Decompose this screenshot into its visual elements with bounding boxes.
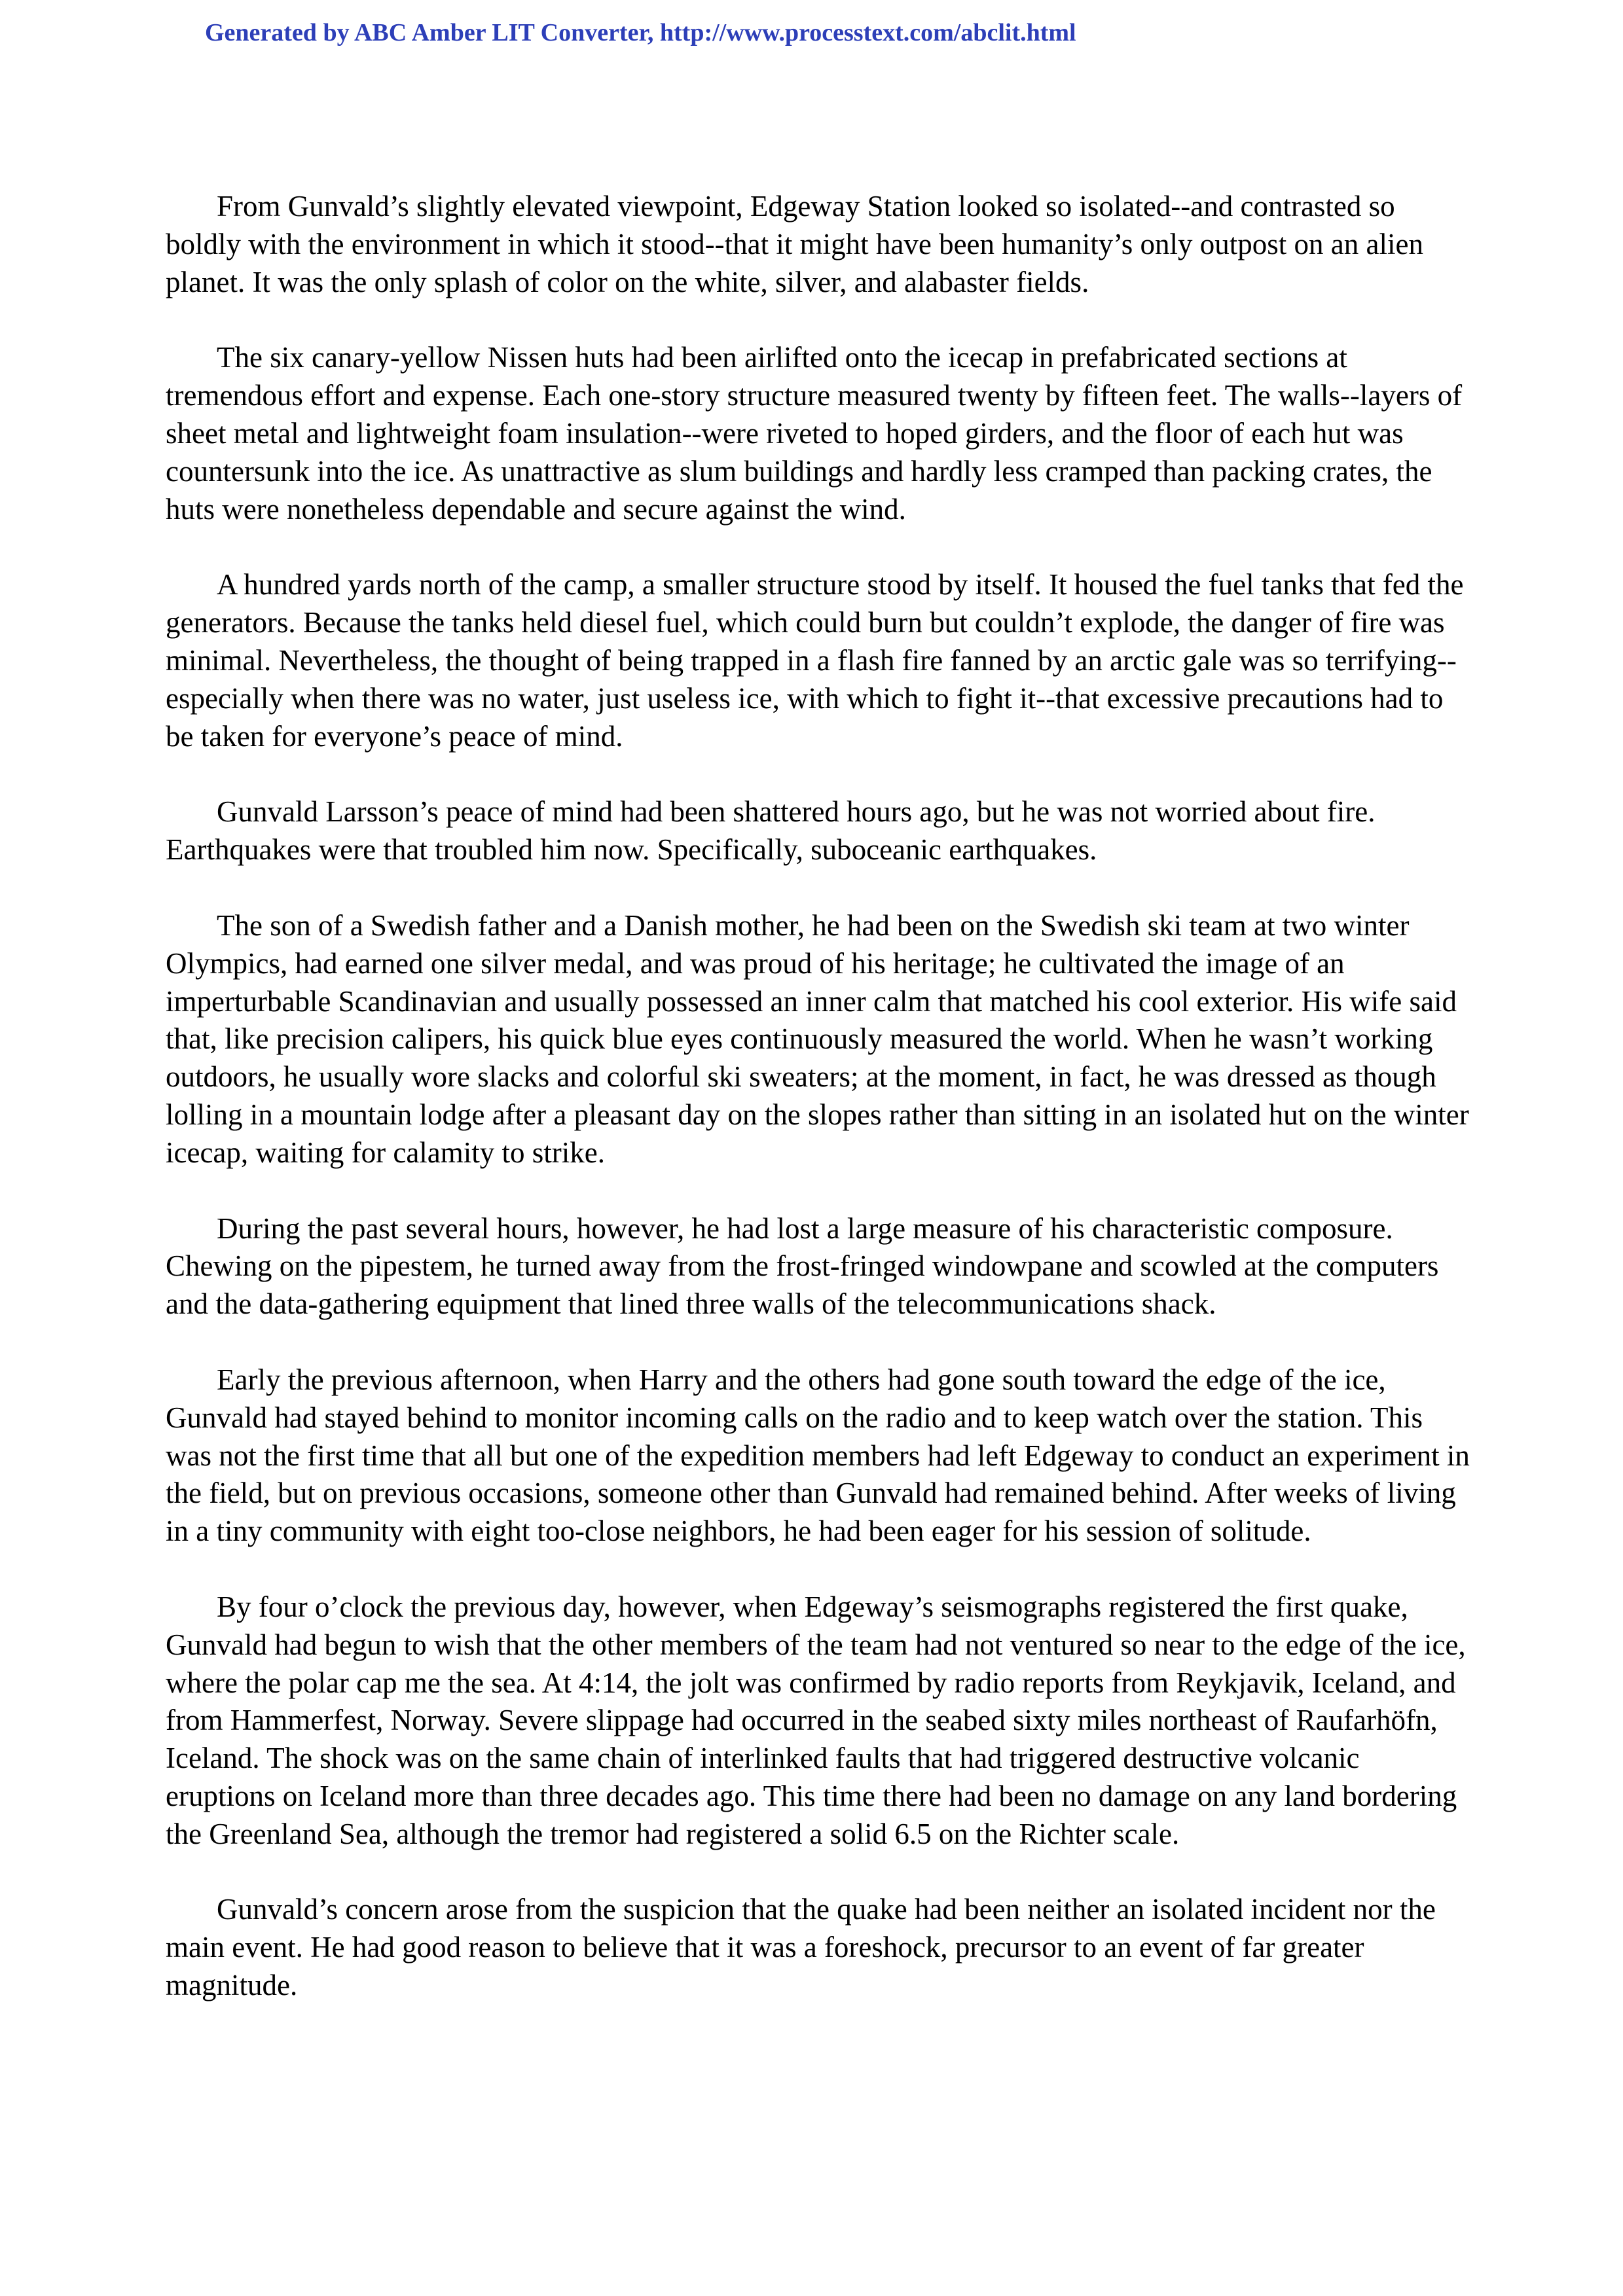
paragraph: Gunvald’s concern arose from the suspicion that the quake had been neither an isolated incident nor the main event. He had good reason to believe that it was a foreshock, precursor to an event of far greater magnitude. xyxy=(166,1893,1436,2002)
converter-header: Generated by ABC Amber LIT Converter, http://www.processtext.com/abclit.html xyxy=(205,19,1076,46)
paragraph: A hundred yards north of the camp, a smaller structure stood by itself. It housed the fuel tanks that fed the generators. Because the tanks held diesel fuel, which could burn but couldn’t explode, the danger of fire was minimal. Nevertheless, the thought of being trapped in a flash fire fanned by an arctic gale was so terrifying--especially when there was no water, just useless ice, with which to fight it--that excessive precautions had to be taken for everyone’s peace of mind. xyxy=(166,568,1464,753)
document-body xyxy=(166,188,1475,2005)
paragraph: Early the previous afternoon, when Harry and the others had gone south toward the edge of the ice, Gunvald had stayed behind to monitor incoming calls on the radio and to keep watch over the station. This was not the first time that all but one of the expedition members had left Edgeway to conduct an experiment in the field, but on previous occasions, someone other than Gunvald had remained behind. After weeks of living in a tiny community with eight too-close neighbors, he had been eager for his session of solitude. xyxy=(166,1363,1470,1548)
paragraph: By four o’clock the previous day, however, when Edgeway’s seismographs registered the first quake, Gunvald had begun to wish that the other members of the team had not ventured so near to the edge of the ice, where the polar cap me the sea. At 4:14, the jolt was confirmed by radio reports from Reykjavik, Iceland, and from Hammerfest, Norway. Severe slippage had occurred in the seabed sixty miles northeast of Raufarhöfn, Iceland. The shock was on the same chain of interlinked faults that had triggered destructive volcanic eruptions on Iceland more than three decades ago. This time there had been no damage on any land bordering the Greenland Sea, although the tremor had registered a solid 6.5 on the Richter scale. xyxy=(166,1590,1466,1850)
paragraph: From Gunvald’s slightly elevated viewpoint, Edgeway Station looked so isolated--and contrasted so boldly with the environment in which it stood--that it might have been humanity’s only outpost on an alien planet. It was the only splash of color on the white, silver, and alabaster fields. xyxy=(166,190,1423,298)
paragraph: The son of a Swedish father and a Danish mother, he had been on the Swedish ski team at two winter Olympics, had earned one silver medal, and was proud of his heritage; he cultivated the image of an imperturbable Scandinavian and usually possessed an inner calm that matched his cool exterior. His wife said that, like precision calipers, his quick blue eyes continuously measured the world. When he wasn’t working outdoors, he usually wore slacks and colorful ski sweaters; at the moment, in fact, he was dressed as though lolling in a mountain lodge after a pleasant day on the slopes rather than sitting in an isolated hut on the winter icecap, waiting for calamity to strike. xyxy=(166,908,1469,1169)
paragraph: During the past several hours, however, he had lost a large measure of his characteristic composure. Chewing on the pipestem, he turned away from the frost-fringed windowpane and scowled at the computers and the data-gathering equipment that lined three walls of the telecommunications shack. xyxy=(166,1211,1439,1321)
paragraph: Gunvald Larsson’s peace of mind had been shattered hours ago, but he was not worried about fire. Earthquakes were that troubled him now. Specifically, suboceanic earthquakes. xyxy=(166,795,1376,867)
paragraph: The six canary-yellow Nissen huts had been airlifted onto the icecap in prefabricated sections at tremendous effort and expense. Each one-story structure measured twenty by fifteen feet. The walls--layers of sheet metal and lightweight foam insulation--were riveted to hoped girders, and the floor of each hut was countersunk into the ice. As unattractive as slum buildings and hardly less cramped than packing crates, the huts were nonetheless dependable and secure against the wind. xyxy=(166,341,1463,526)
